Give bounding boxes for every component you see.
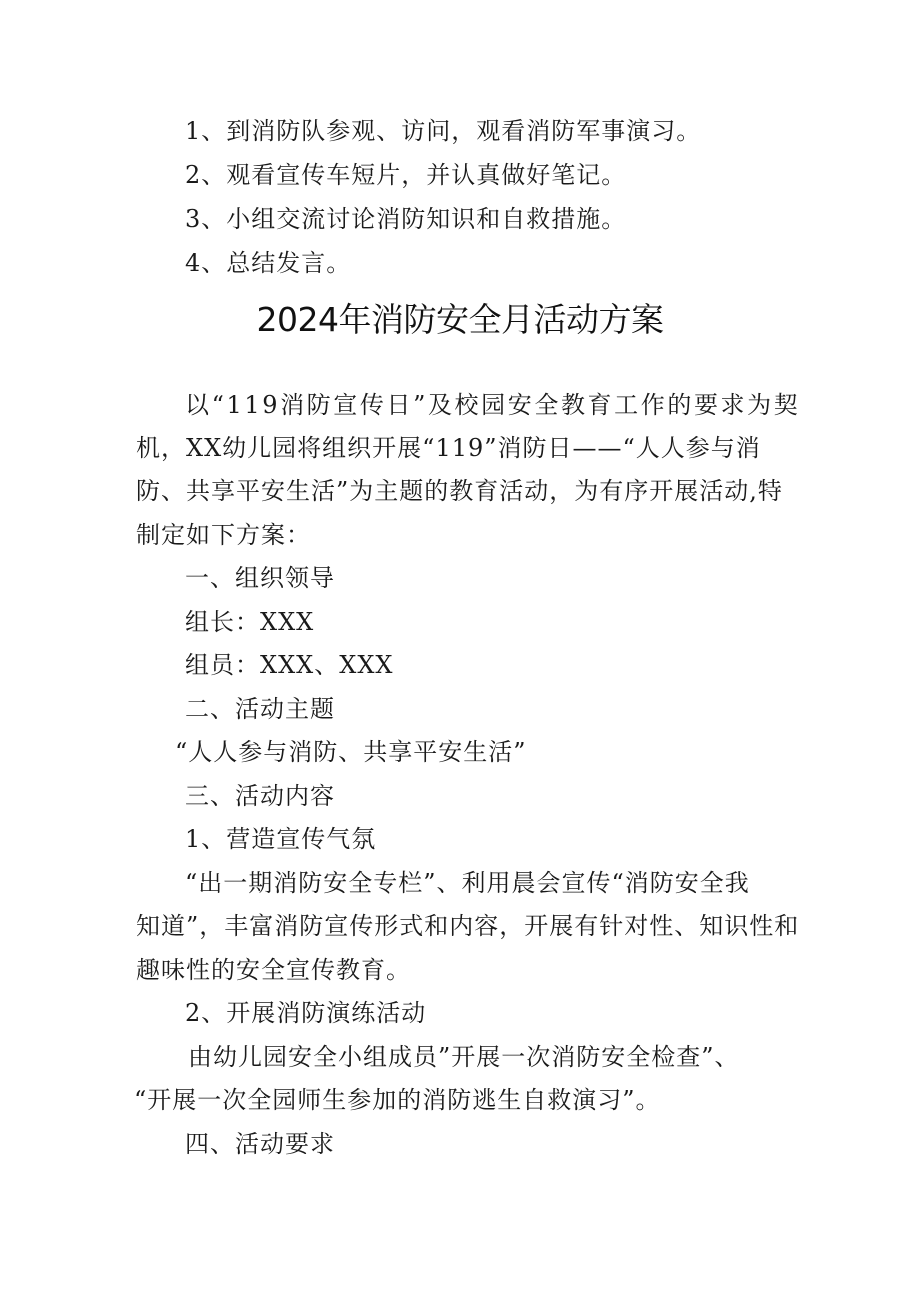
section-4-heading: 四、活动要求 xyxy=(185,1130,335,1158)
preface-line-3: 防、共享平安生活”为主题的教育活动，为有序开展活动,特 xyxy=(136,477,783,505)
intro-list-item-1: 1、到消防队参观、访问，观看消防军事演习。 xyxy=(185,117,702,145)
section-1-heading: 一、组织领导 xyxy=(185,564,335,592)
intro-list-item-4: 4、总结发言。 xyxy=(185,249,352,277)
preface-line-4: 制定如下方案： xyxy=(136,521,311,549)
section-3-item-2-heading: 2、开展消防演练活动 xyxy=(185,999,427,1027)
section-3-heading: 三、活动内容 xyxy=(185,782,335,810)
section-1-members: 组员：XXX、XXX xyxy=(185,651,394,679)
section-3-item-2-line-2: “开展一次全园师生参加的消防逃生自救演习”。 xyxy=(134,1086,661,1114)
section-3-item-1-line-1: “出一期消防安全专栏”、利用晨会宣传“消防安全我 xyxy=(185,869,750,897)
preface-line-1: 以“119消防宣传日”及校园安全教育工作的要求为契 xyxy=(185,391,801,419)
intro-list-item-3: 3、小组交流讨论消防知识和自救措施。 xyxy=(185,205,627,233)
section-2-theme: “人人参与消防、共享平安生活” xyxy=(175,738,527,766)
section-1-leader: 组长：XXX xyxy=(185,608,315,636)
section-3-item-1-line-3: 趣味性的安全宣传教育。 xyxy=(136,956,411,984)
section-3-item-1-heading: 1、营造宣传气氛 xyxy=(185,825,377,853)
intro-list-item-2: 2、观看宣传车短片，并认真做好笔记。 xyxy=(185,161,627,189)
section-3-item-1-line-2: 知道”，丰富消防宣传形式和内容，开展有针对性、知识性和 xyxy=(136,912,800,940)
document-title: 2024年消防安全月活动方案 xyxy=(256,300,664,339)
preface-line-2: 机，XX幼儿园将组织开展“119”消防日——“人人参与消 xyxy=(136,434,761,462)
section-2-heading: 二、活动主题 xyxy=(185,695,335,723)
section-3-item-2-line-1: 由幼儿园安全小组成员”开展一次消防安全检查”、 xyxy=(188,1043,740,1071)
